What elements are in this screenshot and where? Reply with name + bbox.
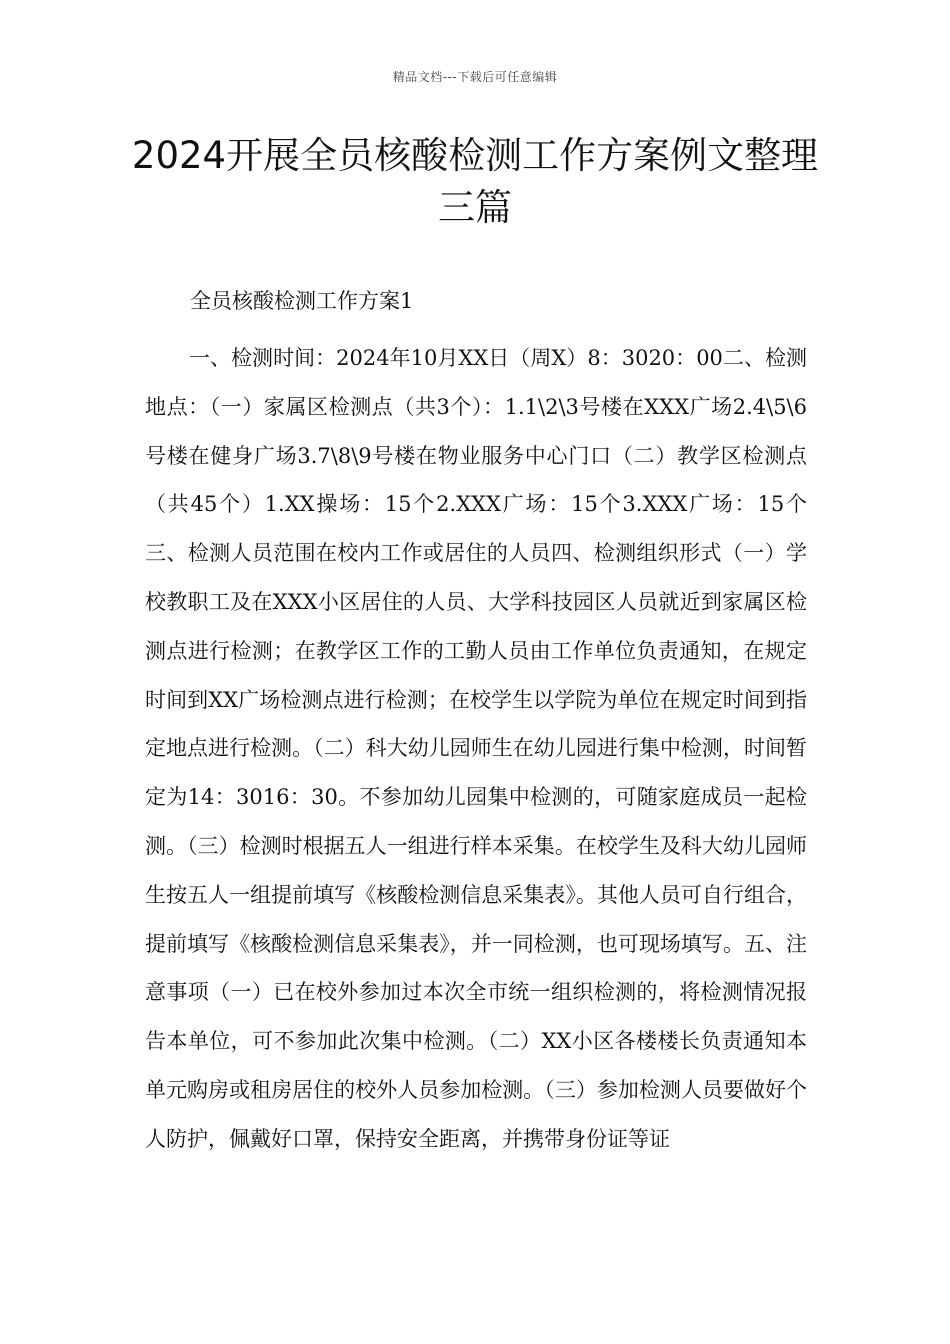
section-heading: 全员核酸检测工作方案1: [190, 289, 414, 313]
header-note: 精品文档---下载后可任意编辑: [392, 70, 558, 84]
document-title: 2024开展全员核酸检测工作方案例文整理三篇: [131, 134, 819, 229]
body-paragraph: 一、检测时间：2024年10月XX日（周X）8：3020：00二、检测地点：（一）家属区检测点（共3个）：1.1\2\3号楼在XXX广场2.4\5\6号楼在健身广场3.7\8\9号楼在物业服务中心门口（二）教学区检测点（共45个）1.XX操场：15个2.XXX广场：15个3.XXX广场：15个三、检测人员范围在校内工作或居住的人员四、检测组织形式（一）学校教职工及在XXX小区居住的人员、大学科技园区人员就近到家属区检测点进行检测；在教学区工作的工勤人员由工作单位负责通知，在规定时间到XX广场检测点进行检测；在校学生以学院为单位在规定时间到指定地点进行检测。（二）科大幼儿园师生在幼儿园进行集中检测，时间暂定为14：3016：30。不参加幼儿园集中检测的，可随家庭成员一起检测。（三）检测时根据五人一组进行样本采集。在校学生及科大幼儿园师生按五人一组提前填写《核酸检测信息采集表》。其他人员可自行组合，提前填写《核酸检测信息采集表》，并一同检测，也可现场填写。五、注意事项（一）已在校外参加过本次全市统一组织检测的，将检测情况报告本单位，可不参加此次集中检测。（二）XX小区各楼楼长负责通知本单元购房或租房居住的校外人员参加检测。（三）参加检测人员要做好个人防护，佩戴好口罩，保持安全距离，并携带身份证等证: [145, 346, 807, 1151]
